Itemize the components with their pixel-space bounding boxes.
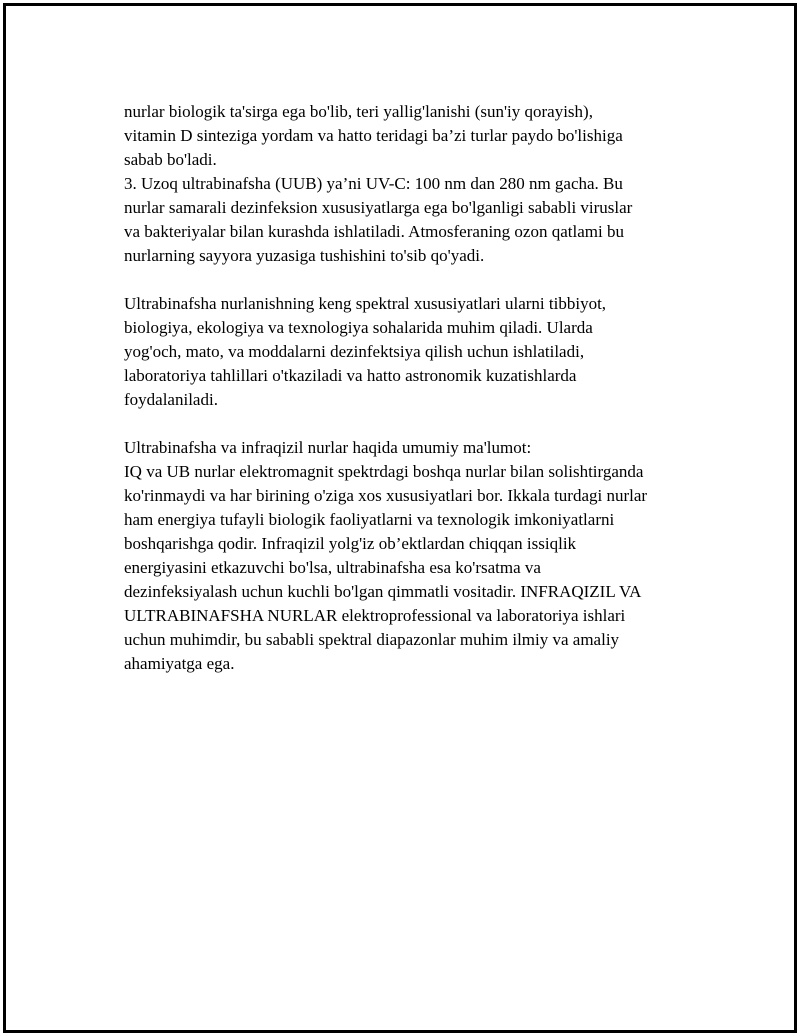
- text-line: laboratoriya tahlillari o'tkaziladi va hatto astronomik kuzatishlarda: [124, 366, 577, 385]
- text-line: uchun muhimdir, bu sababli spektral diapazonlar muhim ilmiy va amaliy: [124, 630, 620, 649]
- paragraph-gap: [124, 412, 704, 436]
- text-line: energiyasini etkazuvchi bo'lsa, ultrabinafsha esa ko'rsatma va: [124, 558, 541, 577]
- text-line: foydalaniladi.: [124, 390, 218, 409]
- text-line: ko'rinmaydi va har birining o'ziga xos xususiyatlari bor. Ikkala turdagi nurlar: [124, 486, 648, 505]
- text-line: boshqarishga qodir. Infraqizil yolg'iz ob’ektlardan chiqqan issiqlik: [124, 534, 577, 553]
- paragraph-uv-effects: [124, 100, 704, 268]
- text-line: va bakteriyalar bilan kurashda ishlatiladi. Atmosferaning ozon qatlami bu: [124, 222, 624, 241]
- text-line: yog'och, mato, va moddalarni dezinfektsiya qilish uchun ishlatiladi,: [124, 342, 585, 361]
- page-frame: [3, 3, 797, 1033]
- text-line: vitamin D sinteziga yordam va hatto teridagi ba’zi turlar paydo bo'lishiga: [124, 126, 623, 145]
- text-line: IQ va UB nurlar elektromagnit spektrdagi boshqa nurlar bilan solishtirganda: [124, 462, 644, 481]
- text-line: 3. Uzoq ultrabinafsha (UUB) ya’ni UV-C: 100 nm dan 280 nm gacha. Bu: [124, 174, 623, 193]
- document-body: [124, 100, 704, 676]
- text-line: nurlar biologik ta'sirga ega bo'lib, teri yallig'lanishi (sun'iy qorayish),: [124, 102, 593, 121]
- text-line: sabab bo'ladi.: [124, 150, 217, 169]
- text-line: Ultrabinafsha nurlanishning keng spektral xususiyatlari ularni tibbiyot,: [124, 294, 607, 313]
- text-line: biologiya, ekologiya va texnologiya sohalarida muhim qiladi. Ularda: [124, 318, 593, 337]
- text-line: Ultrabinafsha va infraqizil nurlar haqida umumiy ma'lumot:: [124, 438, 532, 457]
- text-line: dezinfeksiyalash uchun kuchli bo'lgan qimmatli vositadir. INFRAQIZIL VA: [124, 582, 642, 601]
- text-line: ULTRABINAFSHA NURLAR elektroprofessional va laboratoriya ishlari: [124, 606, 626, 625]
- text-line: ahamiyatga ega.: [124, 654, 235, 673]
- paragraph-summary: [124, 436, 704, 676]
- text-line: nurlarning sayyora yuzasiga tushishini to'sib qo'yadi.: [124, 246, 485, 265]
- text-line: ham energiya tufayli biologik faoliyatlarni va texnologik imkoniyatlarni: [124, 510, 615, 529]
- paragraph-uv-applications: [124, 292, 704, 412]
- paragraph-gap: [124, 268, 704, 292]
- text-line: nurlar samarali dezinfeksion xususiyatlarga ega bo'lganligi sababli viruslar: [124, 198, 633, 217]
